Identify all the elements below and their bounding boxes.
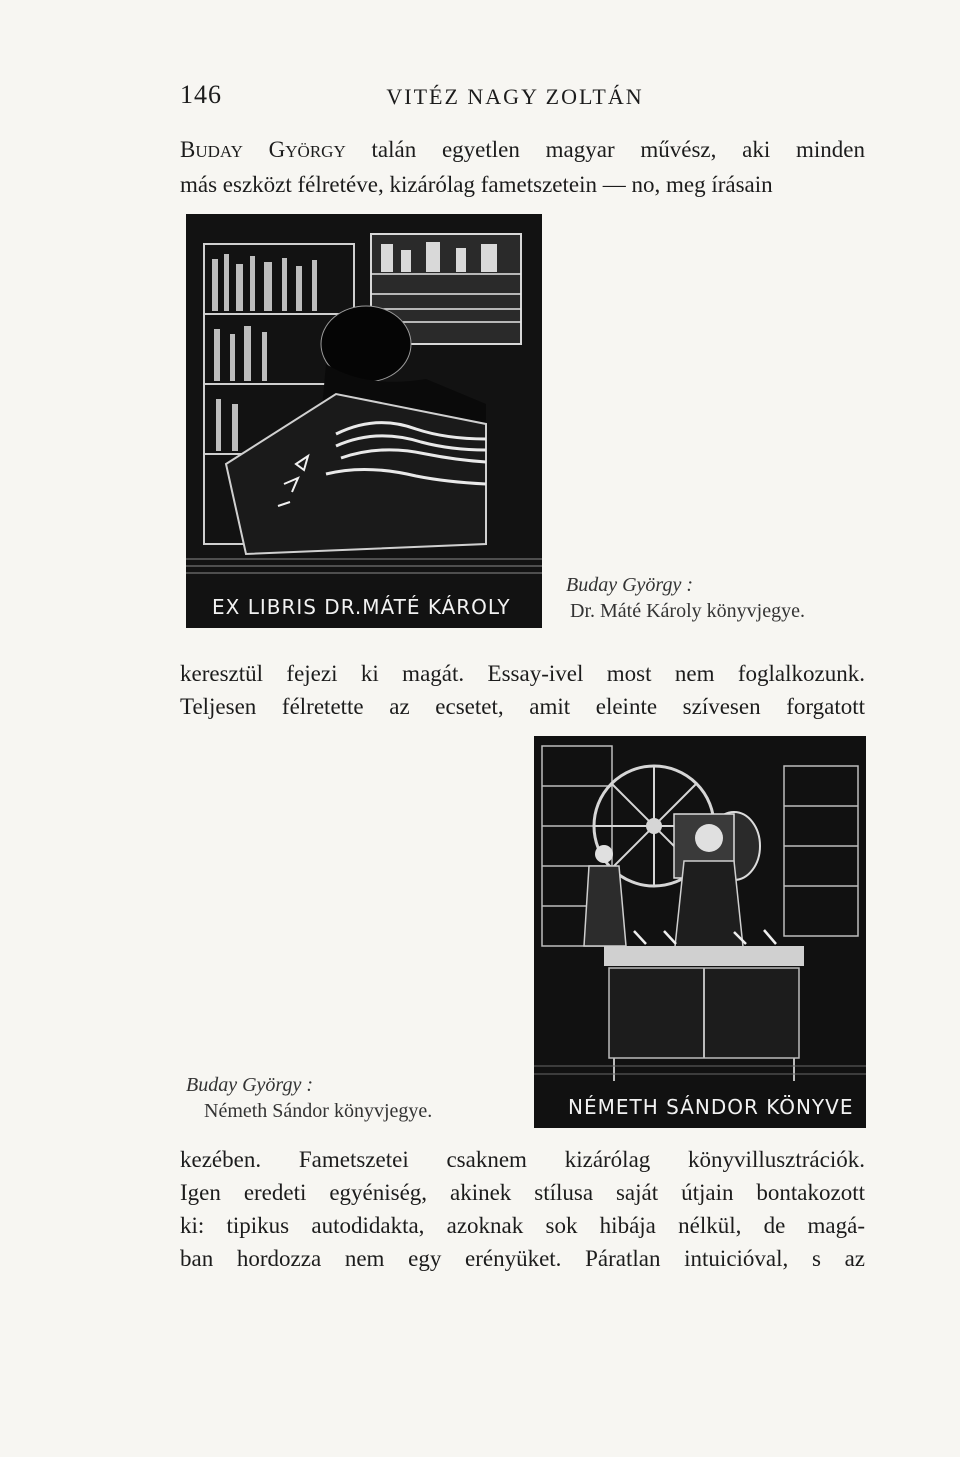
caption-1-text: Dr. Máté Károly könyvjegye.: [570, 600, 805, 622]
caption-1-author: Buday György :: [566, 574, 693, 596]
paragraph-2-line-1: keresztül fejezi ki magát. Essay-ivel most nem foglalkozunk.: [180, 661, 865, 686]
woodcut-ex-libris-mate: [186, 214, 542, 628]
paragraph-2-line-2: Teljesen félretette az ecsetet, amit eleinte szívesen forgatott: [180, 694, 865, 719]
page-number: 146: [180, 80, 222, 109]
caption-2-text: Németh Sándor könyvjegye.: [204, 1100, 433, 1122]
caption-2: [186, 1072, 432, 1124]
paragraph-1: [180, 133, 865, 201]
paragraph-3-line-1: kezében. Fametszetei csaknem kizárólag könyvillusztrációk.: [180, 1147, 865, 1172]
paragraph-2: [180, 657, 865, 723]
paragraph-1-line-1: BUDAY GYÖRGY talán egyetlen magyar művész, aki minden: [180, 137, 865, 162]
woodcut-illustration-mate: [186, 214, 542, 628]
woodcut-illustration-nemeth: [534, 736, 866, 1128]
paragraph-1-line-2: más eszközt félretéve, kizárólag fametszetein — no, meg írásain: [180, 172, 773, 197]
engraved-text-nemeth: NÉMETH SÁNDOR KÖNYVE: [568, 1095, 854, 1119]
running-title: VITÉZ NAGY ZOLTÁN: [386, 84, 644, 109]
caption-2-author: Buday György :: [186, 1074, 313, 1096]
paragraph-3: [180, 1143, 865, 1275]
paragraph-3-line-3: ki: tipikus autodidakta, azoknak sok hibája nélkül, de magá-: [180, 1213, 865, 1238]
paragraph-3-line-4: ban hordozza nem egy erényüket. Páratlan intuicióval, s az: [180, 1246, 865, 1271]
paragraph-3-line-2: Igen eredeti egyéniség, akinek stílusa saját útjain bontakozott: [180, 1180, 865, 1205]
woodcut-ex-libris-nemeth: [534, 736, 866, 1128]
engraved-text-mate: EX LIBRIS DR.MÁTÉ KÁROLY: [212, 595, 511, 619]
caption-1: [566, 572, 805, 624]
